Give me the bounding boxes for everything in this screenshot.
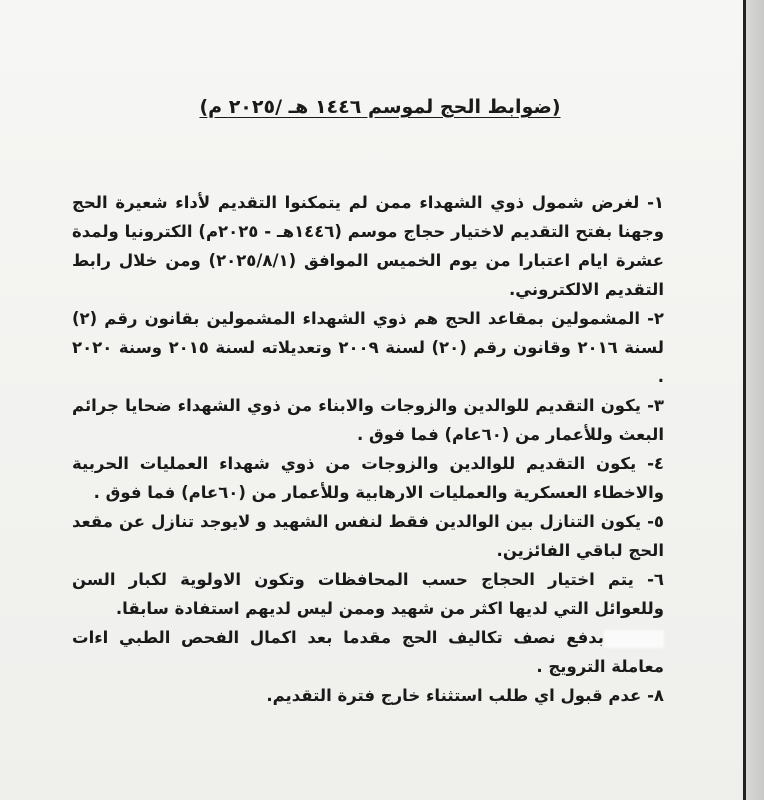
rule-item-3	[72, 391, 664, 449]
rule-item-6	[72, 565, 664, 623]
rules-list	[72, 188, 664, 710]
rule-text: بدفع نصف تكاليف الحج مقدما بعد اكمال الفحص الطبي اءات معاملة الترويج .	[72, 628, 664, 676]
rule-number: ٣-	[647, 396, 664, 415]
rule-text: يتم اختيار الحجاج حسب المحافظات وتكون الاولوية لكبار السن وللعوائل التي لديها اكثر من شهيد وممن ليس لديهم استفادة سابقا.	[72, 570, 664, 618]
rule-text: يكون التقديم للوالدين والزوجات والابناء من ذوي الشهداء ضحايا جرائم البعث وللأعمار من (٦٠عام) فما فوق .	[72, 396, 664, 444]
rule-item-1	[72, 188, 664, 304]
rule-item-4	[72, 449, 664, 507]
rule-text: عدم قبول اي طلب استثناء خارج فترة التقديم.	[266, 686, 648, 705]
rule-text: لغرض شمول ذوي الشهداء ممن لم يتمكنوا التقديم لأداء شعيرة الحج وجهنا بفتح التقديم لاختيار حجاج موسم (١٤٤٦هـ - ٢٠٢٥م) الكترونيا ولمدة عشرة ايام اعتبارا من يوم الخميس الموافق (٢٠٢٥/٨/١) ومن خلال رابط التقديم الالكتروني.	[72, 193, 664, 299]
rule-item-8	[72, 681, 664, 710]
rule-text: يكون التقديم للوالدين والزوجات من ذوي شهداء العمليات الحربية والاخطاء العسكرية والعمليات الارهابية وللأعمار من (٦٠عام) فما فوق .	[72, 454, 664, 502]
rule-number: ٨-	[647, 686, 664, 705]
rule-number: ١-	[647, 193, 664, 212]
rule-number: ٥-	[647, 512, 664, 531]
page-edge-shadow	[746, 0, 764, 800]
smudged-area	[604, 630, 664, 648]
rule-item-5	[72, 507, 664, 565]
document-title: (ضوابط الحج لموسم ١٤٤٦ هـ /٢٠٢٥ م)	[199, 96, 561, 118]
rule-text: المشمولين بمقاعد الحج هم ذوي الشهداء المشمولين بقانون رقم (٢) لسنة ٢٠١٦ وقانون رقم (٢٠) لسنة ٢٠٠٩ وتعديلاته لسنة ٢٠١٥ وسنة ٢٠٢٠ .	[72, 309, 664, 386]
rule-text: يكون التنازل بين الوالدين فقط لنفس الشهيد و لايوجد تنازل عن مقعد الحج لباقي الفائزين.	[72, 512, 664, 560]
rule-number: ٤-	[647, 454, 664, 473]
rule-item-7	[72, 623, 664, 681]
rule-item-2	[72, 304, 664, 391]
rule-number: ٦-	[647, 570, 664, 589]
rule-number: ٢-	[647, 309, 664, 328]
